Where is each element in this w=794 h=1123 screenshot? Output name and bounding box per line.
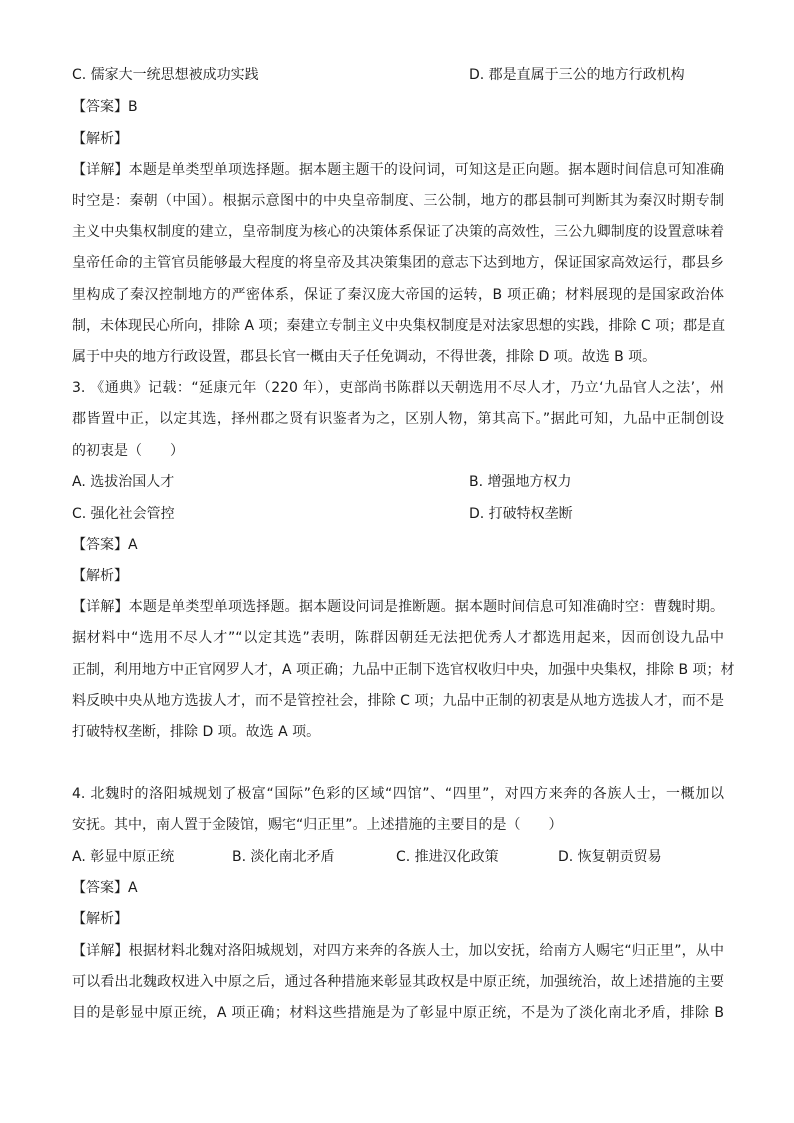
q4-option-a[interactable]: A. 彰显中原正统 [72, 849, 175, 865]
q3-options-ab [72, 472, 724, 492]
q4-detail-line: 【详解】根据材料北魏对洛阳城规划，对四方来奔的各族人士，加以安抚，给南方人赐宅“归正里”，从中 [72, 943, 724, 959]
q2-detail-line: 皇帝任命的主管官员能够最大程度的将皇帝及其决策集团的意志下达到地方，保证国家高效运行，郡县乡 [72, 255, 724, 271]
q4-detail-line: 可以看出北魏政权进入中原之后，通过各种措施来彰显其政权是中原正统，加强统治，故上述措施的主要 [72, 974, 724, 990]
q3-option-a[interactable]: A. 选拔治国人才 [72, 474, 175, 490]
q2-detail-line: 制，未体现民心所向，排除 A 项；秦建立专制主义中央集权制度是对法家思想的实践，排除 C 项；郡是直 [72, 318, 726, 334]
q2-detail-line: 主义中央集权制度的建立，皇帝制度为核心的决策体系保证了决策的高效性，三公九卿制度的设置意味着 [72, 224, 724, 240]
q4-option-c[interactable]: C. 推进汉化政策 [396, 849, 499, 865]
q4-stem-line: 安抚。其中，南人置于金陵馆，赐宅“归正里”。上述措施的主要目的是（ ） [72, 817, 563, 833]
q4-stem-line: 4. 北魏时的洛阳城规划了极富“国际”色彩的区域“四馆”、“四里”，对四方来奔的各族人士，一概加以 [72, 786, 724, 802]
q2-detail-line: 【详解】本题是单类型单项选择题。据本题主题干的设问词，可知这是正向题。据本题时间信息可知准确 [72, 162, 724, 178]
q2-detail-line: 时空是：秦朝（中国）。根据示意图中的中央皇帝制度、三公制，地方的郡县制可判断其为秦汉时期专制 [72, 193, 724, 209]
q3-option-b[interactable]: B. 增强地方权力 [469, 474, 572, 490]
q3-detail-line: 正制，利用地方中正官网罗人才，A 项正确；九品中正制下选官权收归中央，加强中央集权，排除 B 项；材 [72, 662, 735, 678]
q3-detail-line: 打破特权垄断，排除 D 项。故选 A 项。 [72, 724, 321, 740]
q4-option-d[interactable]: D. 恢复朝贡贸易 [558, 849, 662, 865]
q4-analysis-label: 【解析】 [72, 911, 128, 927]
q2-detail-line: 里构成了秦汉控制地方的严密体系，保证了秦汉庞大帝国的运转，B 项正确；材料展现的是国家政治体 [72, 287, 724, 303]
q3-stem-line: 郡皆置中正，以定其选，择州郡之贤有识鉴者为之，区别人物，第其高下。”据此可知，九品中正制创设 [72, 411, 724, 427]
q3-option-c[interactable]: C. 强化社会管控 [72, 506, 175, 522]
q2-answer: 【答案】B [72, 99, 138, 115]
q2-option-d[interactable]: D. 郡是直属于三公的地方行政机构 [469, 67, 685, 83]
q3-analysis-label: 【解析】 [72, 568, 128, 584]
q4-detail-line: 目的是彰显中原正统，A 项正确；材料这些措施是为了彰显中原正统，不是为了淡化南北矛盾，排除 B [72, 1005, 724, 1021]
q3-answer: 【答案】A [72, 537, 138, 553]
q3-option-d[interactable]: D. 打破特权垄断 [469, 506, 573, 522]
q3-detail-line: 【详解】本题是单类型单项选择题。据本题设问词是推断题。据本题时间信息可知准确时空：曹魏时期。 [72, 599, 724, 615]
q4-option-b[interactable]: B. 淡化南北矛盾 [232, 849, 335, 865]
q4-answer: 【答案】A [72, 880, 138, 896]
q3-detail-line: 据材料中“选用不尽人才”“以定其选”表明，陈群因朝廷无法把优秀人才都选用起来，因而创设九品中 [72, 630, 724, 646]
q4-options [72, 847, 724, 867]
q3-stem-line: 3. 《通典》记载：“延康元年（220 年），吏部尚书陈群以天朝选用不尽人才，乃立‘九品官人之法’，州 [72, 380, 724, 396]
q2-analysis-label: 【解析】 [72, 131, 128, 147]
q2-option-c[interactable]: C. 儒家大一统思想被成功实践 [72, 67, 259, 83]
q3-options-cd [72, 504, 724, 524]
q3-detail-line: 料反映中央从地方选拔人才，而不是管控社会，排除 C 项；九品中正制的初衷是从地方选拔人才，而不是 [72, 693, 724, 709]
q2-detail-line: 属于中央的地方行政设置，郡县长官一概由天子任免调动，不得世袭，排除 D 项。故选 B 项。 [72, 349, 657, 365]
q2-options-cd [72, 65, 724, 85]
q3-stem-line: 的初衷是（ ） [72, 443, 184, 459]
